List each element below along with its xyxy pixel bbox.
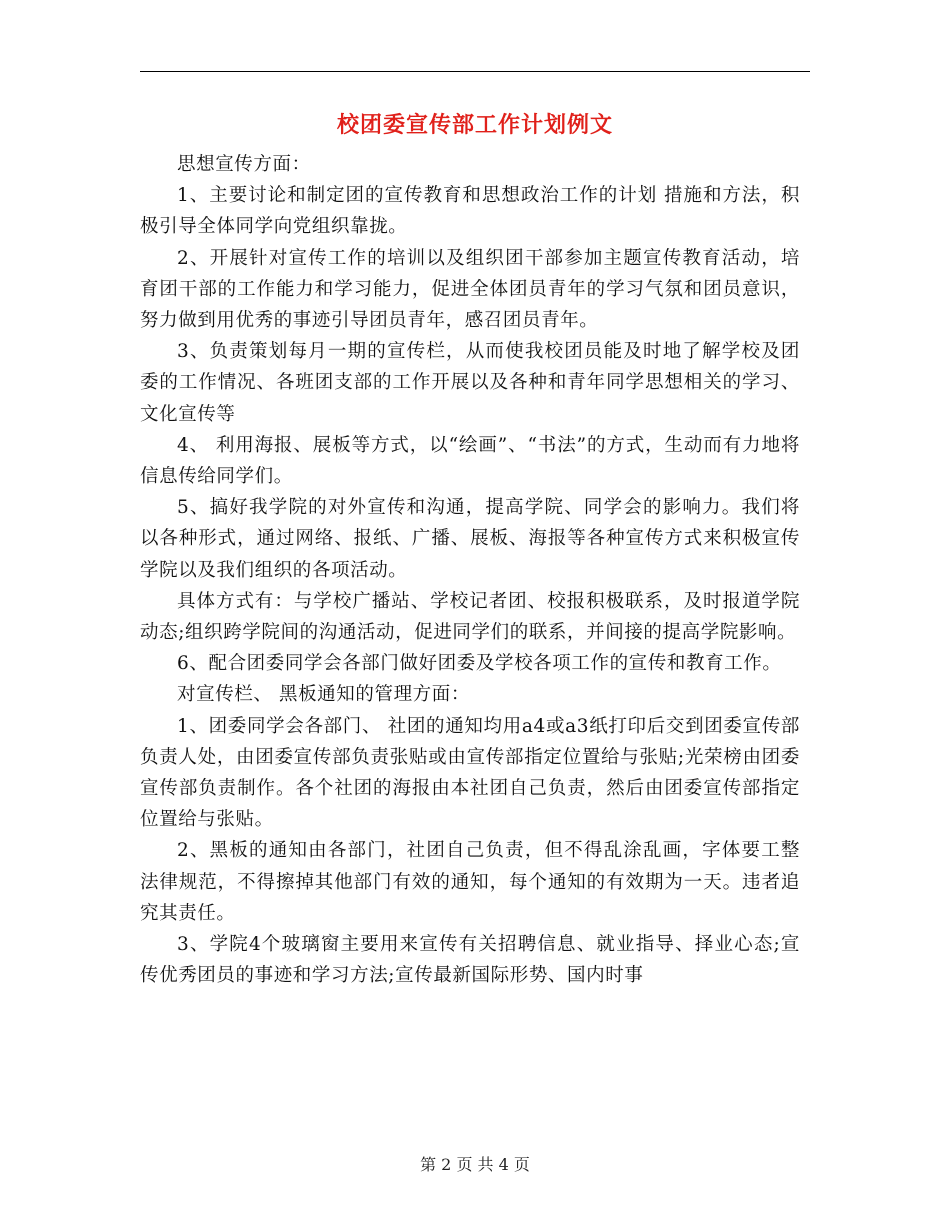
header-rule	[140, 71, 810, 72]
paragraph: 3、负责策划每月一期的宣传栏，从而使我校团员能及时地了解学校及团委的工作情况、各班团支部的工作开展以及各种和青年同学思想相关的学习、文化宣传等	[140, 341, 800, 425]
section-heading-ideology: 思想宣传方面：	[177, 154, 311, 175]
paragraph: 2、开展针对宣传工作的培训以及组织团干部参加主题宣传教育活动，培育团干部的工作能力和学习能力，促进全体团员青年的学习气氛和团员意识，努力做到用优秀的事迹引导团员青年，感召团员青年。	[140, 247, 800, 332]
paragraph: 3、学院4个玻璃窗主要用来宣传有关招聘信息、就业指导、择业心态;宣传优秀团员的事迹和学习方法;宣传最新国际形势、国内时事	[140, 934, 800, 987]
paragraph: 6、配合团委同学会各部门做好团委及学校各项工作的宣传和教育工作。	[177, 653, 782, 675]
paragraph: 1、主要讨论和制定团的宣传教育和思想政治工作的计划 措施和方法，积极引导全体同学向党组织靠拢。	[140, 185, 800, 238]
section-heading-board-management: 对宣传栏、 黑板通知的管理方面：	[177, 684, 470, 706]
paragraph: 具体方式有：与学校广播站、学校记者团、校报积极联系，及时报道学院动态;组织跨学院间的沟通活动，促进同学们的联系，并间接的提高学院影响。	[140, 590, 800, 644]
document-title: 校团委宣传部工作计划例文	[336, 113, 613, 138]
paragraph: 2、黑板的通知由各部门，社团自己负责，但不得乱涂乱画，字体要工整法律规范，不得擦掉其他部门有效的通知，每个通知的有效期为一天。违者追究其责任。	[140, 840, 800, 924]
paragraph: 4、 利用海报、展板等方式，以“绘画”、“书法”的方式，生动而有力地将信息传给同学们。	[140, 434, 800, 488]
page-number: 第 2 页 共 4 页	[420, 1155, 530, 1174]
document-body	[140, 149, 800, 991]
paragraph: 1、团委同学会各部门、 社团的通知均用a4或a3纸打印后交到团委宣传部负责人处，由团委宣传部负责张贴或由宣传部指定位置给与张贴;光荣榜由团委宣传部负责制作。各个社团的海报由本社团自己负责，然后由团委宣传部指定位置给与张贴。	[140, 715, 800, 831]
paragraph: 5、搞好我学院的对外宣传和沟通，提高学院、同学会的影响力。我们将以各种形式，通过网络、报纸、广播、展板、海报等各种宣传方式来积极宣传学院以及我们组织的各项活动。	[140, 497, 800, 581]
